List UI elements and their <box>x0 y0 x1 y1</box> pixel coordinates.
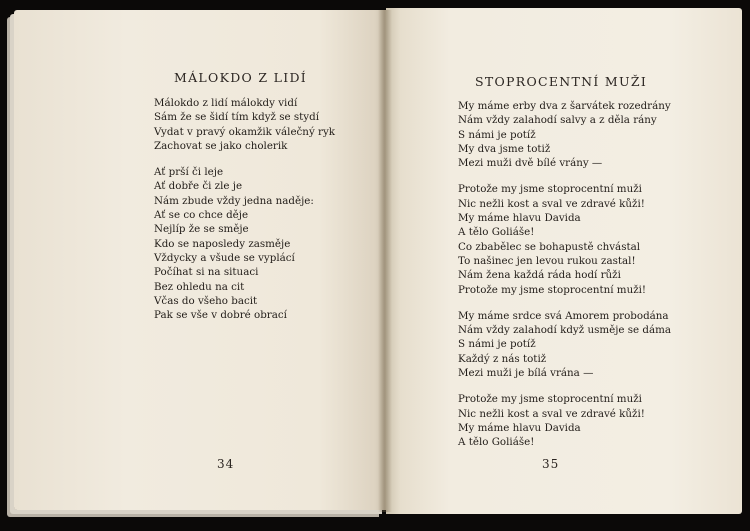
poem-line: Protože my jsme stoprocentní muži! <box>458 283 647 296</box>
poem-line: My máme hlavu Davida <box>458 421 581 434</box>
stanza-break <box>458 380 671 392</box>
poem-line: My máme erby dva z šarvátek rozedrány <box>458 100 671 112</box>
poem-line: Mezi muži dvě bílé vrány — <box>458 157 603 170</box>
left-poem-title: MÁLOKDO Z LIDÍ <box>174 70 308 85</box>
poem-line: Bez ohledu na cit <box>154 280 245 293</box>
poem-line: Protože my jsme stoprocentní muži <box>458 393 642 406</box>
right-poem-title: STOPROCENTNÍ MUŽI <box>475 74 648 89</box>
poem-line: To našinec jen levou rukou zastal! <box>458 254 636 267</box>
poem-line: Počíhat si na situaci <box>154 266 259 279</box>
stanza-break <box>458 170 671 182</box>
poem-line: Co zbabělec se bohapustě chvástal <box>458 240 641 253</box>
poem-line: Sám že se šidí tím když se stydí <box>154 111 319 124</box>
poem-line: S námi je potíž <box>458 128 536 141</box>
poem-line: Ať prší či leje <box>154 166 224 179</box>
poem-line: A tělo Goliáše! <box>458 226 535 239</box>
poem-line: My máme srdce svá Amorem probodána <box>458 309 669 322</box>
poem-line: Včas do všeho bacit <box>154 294 258 307</box>
poem-line: Nic nežli kost a sval ve zdravé kůži! <box>458 407 645 420</box>
poem-line: Nic nežli kost a sval ve zdravé kůži! <box>458 197 645 210</box>
poem-line: Zachovat se jako cholerik <box>154 139 288 152</box>
poem-line: Nám zbude vždy jedna naděje: <box>154 194 314 207</box>
poem-line: A tělo Goliáše! <box>458 436 535 449</box>
poem-line: My máme hlavu Davida <box>458 212 581 225</box>
poem-line: Ať se co chce děje <box>154 209 249 222</box>
poem-line: Nám vždy zalahodí když usměje se dáma <box>458 324 672 337</box>
book-spine <box>378 10 392 512</box>
poem-line: Ať dobře či zle je <box>154 180 243 193</box>
right-poem <box>458 99 671 450</box>
poem-line: Málokdo z lidí málokdy vidí <box>154 97 298 109</box>
left-page-number: 34 <box>217 457 235 471</box>
poem-line: Vydat v pravý okamžik válečný ryk <box>154 125 336 138</box>
poem-line: S námi je potíž <box>458 338 536 351</box>
poem-line: Mezi muži je bílá vrána — <box>458 367 594 380</box>
poem-line: Nám vždy zalahodí salvy a z děla rány <box>458 114 657 127</box>
stanza-break <box>458 297 671 309</box>
poem-line: Kdo se naposledy zasměje <box>154 237 291 250</box>
poem-line: Protože my jsme stoprocentní muži <box>458 183 642 196</box>
poem-line: Každý z nás totiž <box>458 352 547 365</box>
poem-line: Nejlíp že se směje <box>154 223 249 236</box>
stanza-break <box>154 153 335 165</box>
left-poem <box>154 96 335 322</box>
poem-line: Nám žena každá ráda hodí růži <box>458 269 621 282</box>
poem-line: Vždycky a všude se vyplácí <box>154 251 295 264</box>
poem-line: Pak se vše v dobré obrací <box>154 309 287 322</box>
right-page-number: 35 <box>542 457 560 471</box>
poem-line: My dva jsme totiž <box>458 142 551 155</box>
